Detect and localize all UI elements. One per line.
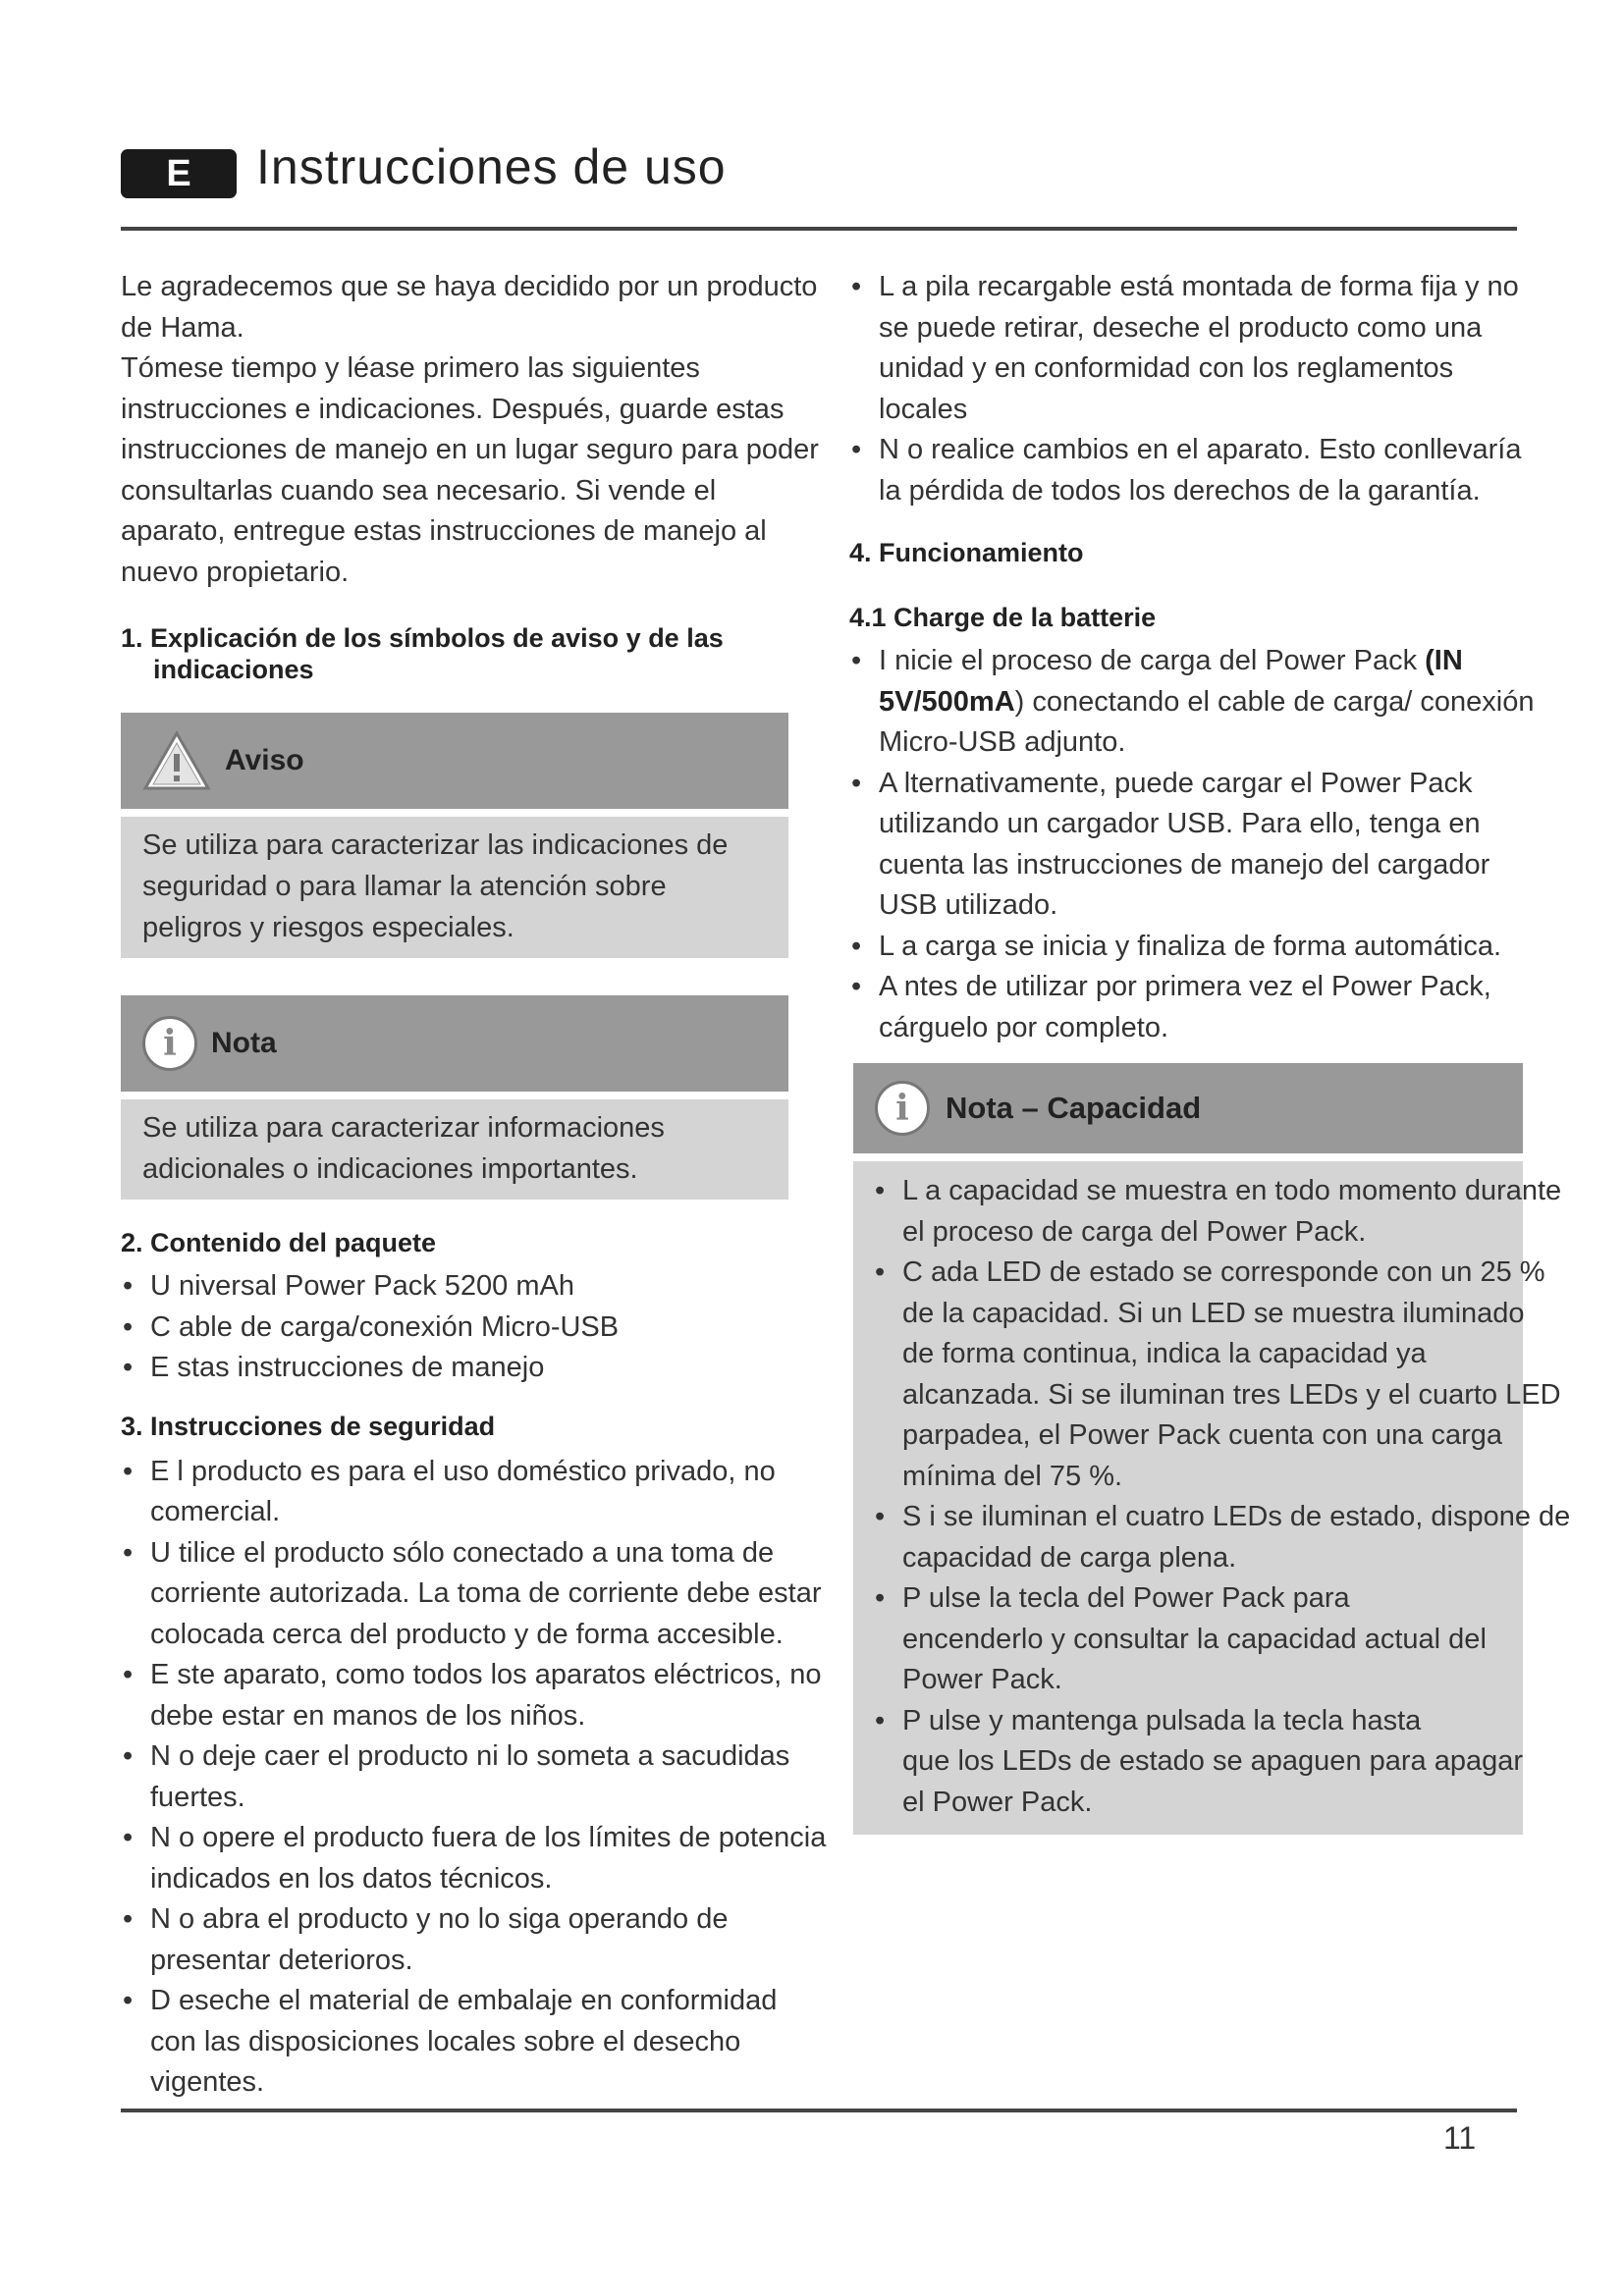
- section-2-heading: 2. Contenido del paquete: [121, 1228, 437, 1257]
- list-item: • N o realice cambios en el aparato. Esto conllevaría la pérdida de todos los derechos de la garantía.: [849, 430, 1537, 511]
- list-item-line: alcanzada. Si se iluminan tres LEDs y el cuarto LED: [902, 1378, 1561, 1411]
- list-item-line: • C ada LED de estado se corresponde con un 25 %: [902, 1256, 1545, 1288]
- list-item-line: • P ulse y mantenga pulsada la tecla hasta: [902, 1704, 1422, 1736]
- safety-instructions-list: [121, 1452, 828, 2104]
- right-column: [849, 267, 1537, 1048]
- note-box: [121, 995, 788, 1200]
- list-item-line: • L a capacidad se muestra en todo momento durante: [902, 1175, 1562, 1206]
- info-icon: i: [875, 1081, 930, 1136]
- capacity-note-body: [853, 1161, 1571, 1835]
- warning-text: Se utiliza para caracterizar las indicaciones de seguridad o para llamar la atención sobre peligros y riesgos especiales.: [121, 817, 788, 958]
- list-item-line: Power Pack.: [902, 1664, 1062, 1695]
- list-item: • N o deje caer el producto ni lo someta a sacudidas fuertes.: [121, 1736, 828, 1818]
- list-item-line: capacidad de carga plena.: [902, 1541, 1237, 1574]
- charging-list: [849, 641, 1537, 1048]
- package-contents-list: [121, 1266, 828, 1389]
- list-item: • U niversal Power Pack 5200 mAh: [121, 1266, 828, 1308]
- list-item: [873, 1171, 1562, 1253]
- list-item-line: parpadea, el Power Pack cuenta con una carga: [902, 1419, 1503, 1451]
- intro-paragraph-1: Le agradecemos que se haya decidido por un producto de Hama.: [121, 271, 818, 344]
- list-item: • L a carga se inicia y finaliza de forma automática.: [849, 927, 1537, 968]
- note-box-header: [121, 995, 788, 1092]
- list-item-line: mínima del 75 %.: [902, 1460, 1123, 1492]
- warning-triangle-icon: [142, 730, 211, 791]
- list-item: • A ntes de utilizar por primera vez el Power Pack, cárguelo por completo.: [849, 967, 1537, 1048]
- left-column: [121, 267, 828, 2104]
- charge-start-prefix: I nicie el proceso de carga del Power Pack: [879, 645, 1418, 676]
- list-item-line: el proceso de carga del Power Pack.: [902, 1215, 1367, 1248]
- list-item: • E stas instrucciones de manejo: [121, 1348, 828, 1389]
- list-item: • L a pila recargable está montada de forma fija y no se puede retirar, deseche el producto como una unidad y en conformidad con los reglamentos locales: [849, 267, 1537, 430]
- list-item: • N o abra el producto y no lo siga operando de presentar deterioros.: [121, 1899, 828, 1981]
- section-4-1-heading: 4.1 Charge de la batterie: [849, 603, 1157, 632]
- list-item: [873, 1701, 1523, 1824]
- section-1-heading: [121, 622, 828, 685]
- list-item: • D eseche el material de embalaje en conformidad con las disposiciones locales sobre el desecho vigentes.: [121, 1981, 828, 2104]
- warning-label: Aviso: [225, 744, 304, 776]
- list-item-line: de la capacidad. Si un LED se muestra iluminado: [902, 1297, 1525, 1329]
- capacity-note-header: [853, 1063, 1523, 1153]
- list-item-line: el Power Pack.: [902, 1786, 1093, 1818]
- list-item: • C able de carga/conexión Micro-USB: [121, 1308, 828, 1349]
- page-header: [121, 139, 1517, 231]
- list-item: • E l producto es para el uso doméstico privado, no comercial.: [121, 1452, 828, 1533]
- list-item: [873, 1253, 1561, 1497]
- section-4-heading: 4. Funcionamiento: [849, 538, 1084, 567]
- list-item: • E ste aparato, como todos los aparatos eléctricos, no debe estar en manos de los niños.: [121, 1655, 828, 1736]
- list-item: • A lternativamente, puede cargar el Power Pack utilizando un cargador USB. Para ello, tenga en cuenta las instrucciones de manejo del cargador USB utilizado.: [849, 764, 1537, 927]
- list-item: [873, 1578, 1523, 1701]
- list-item: [873, 1497, 1571, 1578]
- warning-box-header: [121, 713, 788, 809]
- section-1-heading-line1: 1. Explicación de los símbolos de aviso y de las: [121, 623, 724, 653]
- page-number: 11: [1443, 2120, 1477, 2156]
- charge-input-spec: (IN 5V/500mA: [879, 645, 1463, 718]
- capacity-note-box: [853, 1063, 1571, 1835]
- capacity-note-label: Nota – Capacidad: [946, 1091, 1202, 1125]
- section-1-heading-line2: indicaciones: [153, 655, 314, 684]
- note-text: Se utiliza para caracterizar informaciones adicionales o indicaciones importantes.: [121, 1099, 788, 1200]
- list-item-line: • S i se iluminan el cuatro LEDs de estado, dispone de: [902, 1501, 1571, 1532]
- list-item: • N o opere el producto fuera de los límites de potencia indicados en los datos técnicos.: [121, 1818, 828, 1899]
- list-item-line: de forma continua, indica la capacidad ya: [902, 1338, 1427, 1369]
- footer-rule: [121, 2109, 1517, 2112]
- list-item: [849, 641, 1537, 764]
- list-item-line: • P ulse la tecla del Power Pack para: [902, 1582, 1350, 1614]
- page-title: Instrucciones de uso: [256, 139, 727, 194]
- list-item-line: que los LEDs de estado se apaguen para apagar: [902, 1745, 1524, 1777]
- intro-paragraph-2: Tómese tiempo y léase primero las siguientes instrucciones e indicaciones. Después, guarde estas instrucciones de manejo en un lugar seguro para poder consultarlas cuando sea necesario. Si vende el aparato, entregue estas instrucciones de manejo al nuevo propietario.: [121, 352, 819, 588]
- section-3-heading: 3. Instrucciones de seguridad: [121, 1411, 496, 1441]
- note-label: Nota: [211, 1027, 277, 1059]
- list-item-line: encenderlo y consultar la capacidad actual del: [902, 1623, 1487, 1655]
- list-item: • U tilice el producto sólo conectado a una toma de corriente autorizada. La toma de corriente debe estar colocada cerca del producto y de forma accesible.: [121, 1533, 828, 1656]
- warning-box: [121, 713, 788, 958]
- capacity-list: [873, 1171, 1571, 1823]
- safety-continued-list: [849, 267, 1537, 511]
- info-icon: i: [142, 1016, 197, 1071]
- language-badge: E: [121, 149, 237, 198]
- charge-start-suffix: ) conectando el cable de carga/ conexión Micro-USB adjunto.: [879, 685, 1535, 758]
